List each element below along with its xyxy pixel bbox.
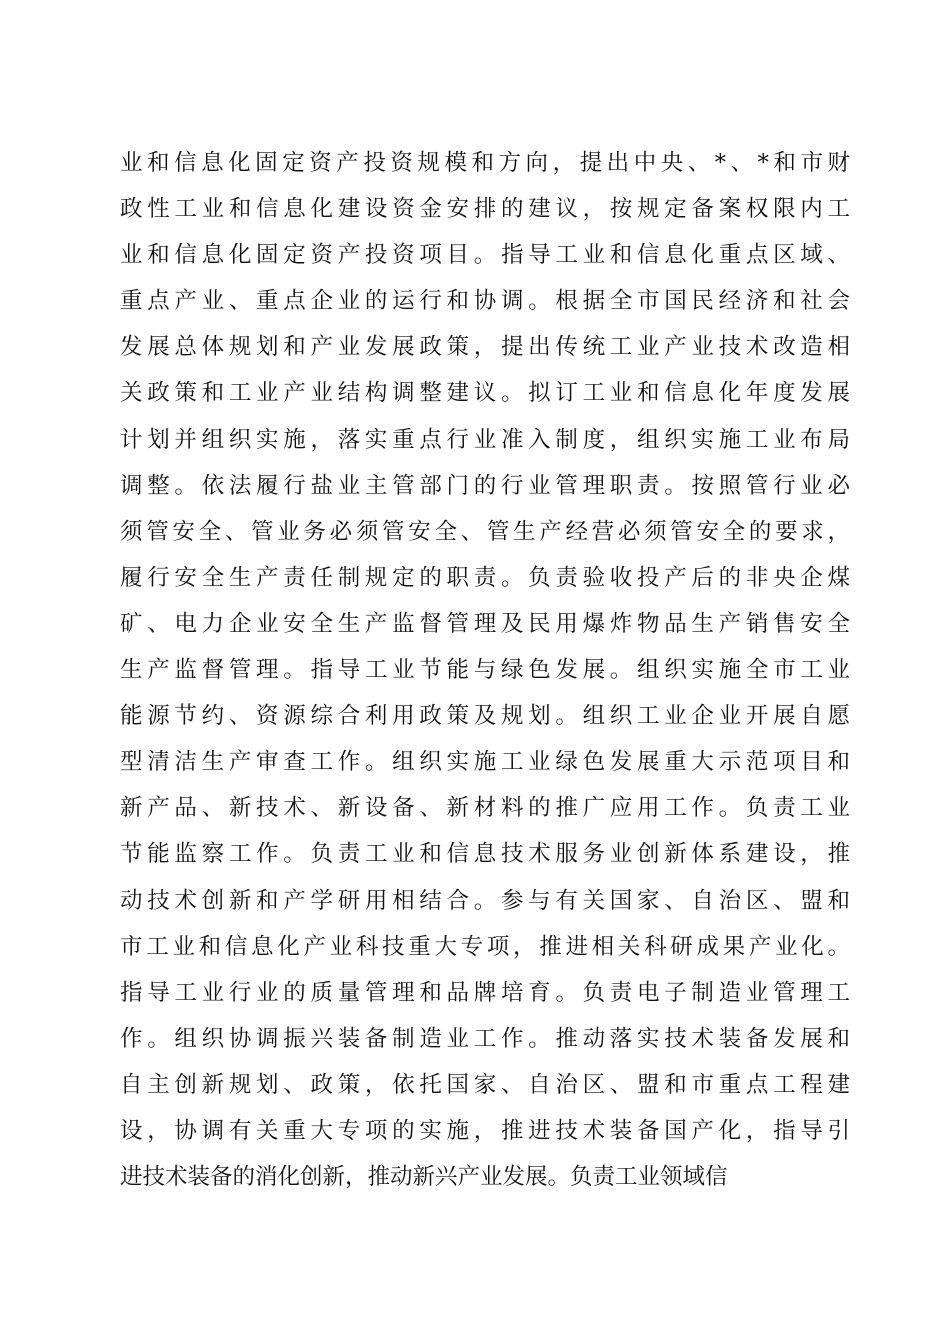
text-line-21: 自主创新规划、政策，依托国家、自治区、盟和市重点工程建 xyxy=(120,1071,850,1098)
text-line-18: 市工业和信息化产业科技重大专项，推进相关科研成果产业化。 xyxy=(120,933,850,960)
text-line-17: 动技术创新和产学研用相结合。参与有关国家、自治区、盟和 xyxy=(120,887,850,914)
text-line-10: 履行安全生产责任制规定的职责。负责验收投产后的非央企煤 xyxy=(120,564,850,591)
text-line-5: 发展总体规划和产业发展政策，提出传统工业产业技术改造相 xyxy=(120,334,850,361)
text-line-7: 计划并组织实施，落实重点行业准入制度，组织实施工业布局 xyxy=(120,426,850,453)
text-line-19: 指导工业行业的质量管理和品牌培育。负责电子制造业管理工 xyxy=(120,979,850,1006)
text-line-3: 业和信息化固定资产投资项目。指导工业和信息化重点区域、 xyxy=(120,242,850,269)
text-line-15: 新产品、新技术、新设备、新材料的推广应用工作。负责工业 xyxy=(120,795,850,822)
text-line-16: 节能监察工作。负责工业和信息技术服务业创新体系建设，推 xyxy=(120,841,850,868)
text-line-22: 设，协调有关重大专项的实施，推进技术装备国产化，指导引 xyxy=(120,1117,850,1144)
text-line-9: 须管安全、管业务必须管安全、管生产经营必须管安全的要求， xyxy=(120,518,850,545)
document-body xyxy=(120,140,850,1200)
text-line-11: 矿、电力企业安全生产监督管理及民用爆炸物品生产销售安全 xyxy=(120,610,850,637)
text-line-12: 生产监督管理。指导工业节能与绿色发展。组织实施全市工业 xyxy=(120,657,850,684)
text-line-2: 政性工业和信息化建设资金安排的建议，按规定备案权限内工 xyxy=(120,196,850,223)
text-line-23: 进技术装备的消化创新，推动新兴产业发展。负责工业领域信 xyxy=(120,1164,728,1191)
text-line-20: 作。组织协调振兴装备制造业工作。推动落实技术装备发展和 xyxy=(120,1025,850,1052)
text-line-1: 业和信息化固定资产投资规模和方向，提出中央、*、*和市财 xyxy=(120,150,850,176)
text-line-14: 型清洁生产审查工作。组织实施工业绿色发展重大示范项目和 xyxy=(120,749,850,776)
text-line-8: 调整。依法履行盐业主管部门的行业管理职责。按照管行业必 xyxy=(120,472,850,499)
text-line-6: 关政策和工业产业结构调整建议。拟订工业和信息化年度发展 xyxy=(120,380,850,407)
text-line-13: 能源节约、资源综合利用政策及规划。组织工业企业开展自愿 xyxy=(120,703,850,730)
text-line-4: 重点产业、重点企业的运行和协调。根据全市国民经济和社会 xyxy=(120,288,850,315)
